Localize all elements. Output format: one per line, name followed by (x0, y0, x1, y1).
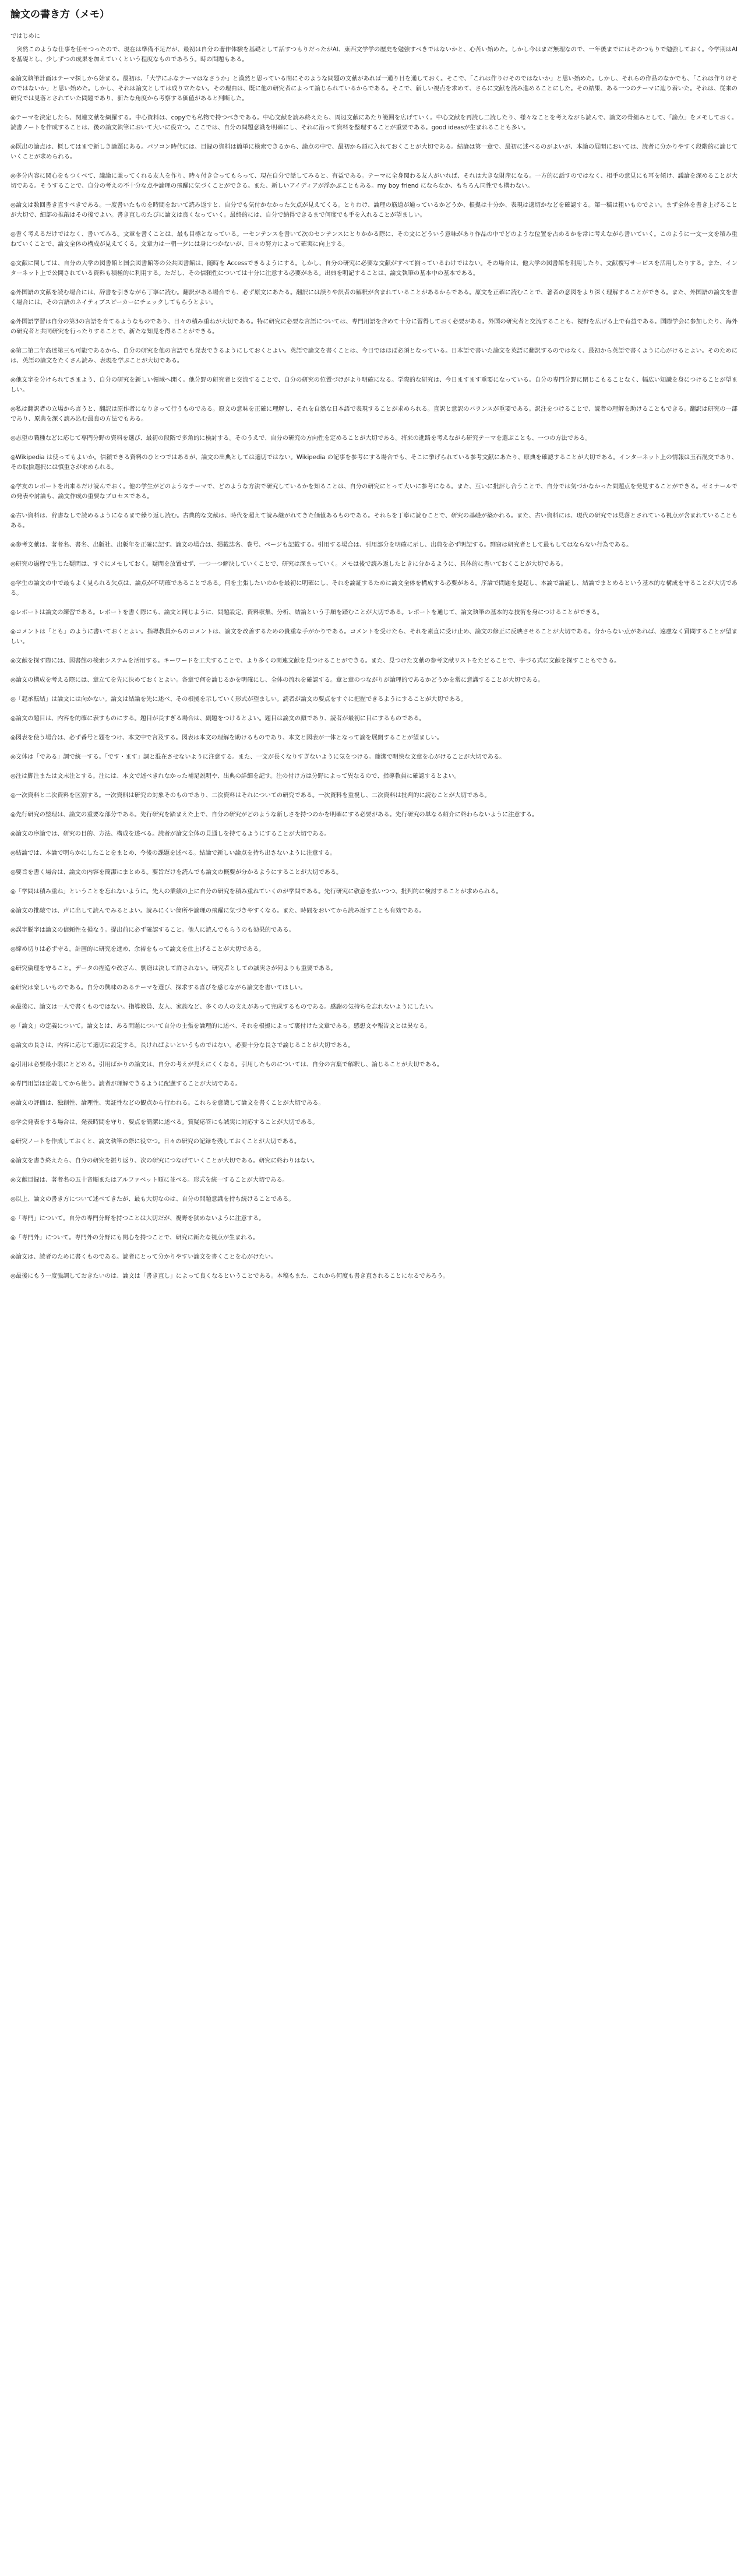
paragraph: ◎Wikipedia は使ってもよいか。信頼できる資料のひとつではあるが、論文の出典としては適切ではない。Wikipedia の記事を参考にする場合でも、そこに挙げられている参考文献にあたり、原典を確認することが大切である。インターネット上の情報は玉石混交であり、その取捨選択には慎重さが求められる。 (10, 454, 738, 471)
paragraph: ◎結論では、本論で明らかにしたことをまとめ、今後の課題を述べる。結論で新しい論点を持ち出さないように注意する。 (10, 850, 336, 857)
paragraph: ◎研究は楽しいものである。自分の興味のあるテーマを選び、探求する喜びを感じながら論文を書いてほしい。 (10, 985, 306, 991)
paragraph: ◎学友のレポートを出来るだけ読んでおく。他の学生がどのようなテーマで、どのような方法で研究しているかを知ることは、自分の研究にとって大いに参考になる。また、互いに批評し合うことで、自分では気づかなかった問題点を発見することができる。ゼミナールでの発表や討論も、論文作成の重要なプロセスである。 (10, 484, 738, 500)
paragraph: ◎古い資料は、辞書なしで読めるようになるまで繰り返し読む。古典的な文献は、時代を超えて読み継がれてきた価値あるものである。それらを丁寧に読むことで、研究の基礎が築かれる。また、古い資料には、現代の研究では見落とされている視点が含まれていることもある。 (10, 513, 738, 529)
paragraph: ◎研究倫理を守ること。データの捏造や改ざん、剽窃は決して許されない。研究者としての誠実さが何よりも重要である。 (10, 965, 337, 972)
paragraph: ◎締め切りは必ず守る。計画的に研究を進め、余裕をもって論文を仕上げることが大切である。 (10, 946, 265, 953)
paragraph: ◎研究の過程で生じた疑問は、すぐにメモしておく。疑問を放置せず、一つ一つ解決していくことで、研究は深まっていく。メモは後で読み返したときに分かるように、具体的に書いておくことが大切である。 (10, 561, 567, 568)
paragraph: ◎要旨を書く場合は、論文の内容を簡潔にまとめる。要旨だけを読んでも論文の概要が分かるようにすることが大切である。 (10, 869, 343, 876)
paragraph: ◎最後に、論文は一人で書くものではない。指導教員、友人、家族など、多くの人の支えがあって完成するものである。感謝の気持ちを忘れないようにしたい。 (10, 1004, 437, 1010)
paragraph: ◎「専門」について。自分の専門分野を持つことは大切だが、視野を狭めないように注意する。 (10, 1215, 265, 1222)
paragraph: ◎誤字脱字は論文の信頼性を損なう。提出前に必ず確認すること。他人に読んでもらうのも効果的である。 (10, 927, 295, 933)
paragraph: ◎志望の職種などに応じて専門分野の資料を選び、最初の段階で多角的に検討する。そのうえで、自分の研究の方向性を定めることが大切である。将来の進路を考えながら研究テーマを選ぶことも、一つの方法である。 (10, 435, 591, 442)
paragraph: ◎先行研究の整理は、論文の重要な部分である。先行研究を踏まえた上で、自分の研究がどのような新しさを持つのかを明確にする必要がある。先行研究の単なる紹介に終わらないように注意する。 (10, 812, 538, 818)
paragraph-list (10, 31, 738, 1281)
paragraph: ◎「起承転結」は論文には向かない。論文は結論を先に述べ、その根拠を示していく形式が望ましい。読者が論文の要点をすぐに把握できるようにすることが大切である。 (10, 696, 467, 703)
paragraph: ◎学会発表をする場合は、発表時間を守り、要点を簡潔に述べる。質疑応答にも誠実に対応することが大切である。 (10, 1119, 319, 1126)
paragraph: ◎レポートは論文の練習である。レポートを書く際にも、論文と同じように、問題設定、資料収集、分析、結論という手順を踏むことが大切である。レポートを通じて、論文執筆の基本的な技術を身につけることができる。 (10, 609, 604, 616)
paragraph: ◎外国語学習は自分の第3の言語を育てるようなものであり、日々の積み重ねが大切である。特に研究に必要な言語については、専門用語を含めて十分に習得しておく必要がある。外国の研究者と交流することも、視野を広げる上で有益である。国際学会に参加したり、海外の研究者と共同研究を行ったりすることで、新たな知見を得ることができる。 (10, 319, 738, 335)
paragraph: ◎「学問は積み重ね」ということを忘れないように。先人の業績の上に自分の研究を積み重ねていくのが学問である。先行研究に敬意を払いつつ、批判的に検討することが求められる。 (10, 889, 502, 895)
paragraph: ◎最後にもう一度強調しておきたいのは、論文は「書き直し」によって良くなるということである。本稿もまた、これから何度も書き直されることになるであろう。 (10, 1273, 449, 1280)
paragraph: ◎私は翻訳者の立場から言うと、翻訳は原作者になりきって行うものである。原文の意味を正確に理解し、それを自然な日本語で表現することが求められる。直訳と意訳のバランスが重要である。訳注をつけることで、読者の理解を助けることもできる。翻訳は研究の一部であり、原典を深く読み込む最良の方法でもある。 (10, 406, 738, 422)
paragraph: ◎既出の論点は、概してはまで新しき論題にある。パソコン時代には、目録の資料は簡単に検索できるから、論点の中で、最初から頭に入れておくことが大切である。結論は第一章で、最初に述べるのがよいが、本論の展開においては、読者に分かりやすく段階的に論じていくことが求められる。 (10, 144, 738, 160)
paragraph: ◎「論文」の定義について。論文とは、ある問題について自分の主張を論理的に述べ、それを根拠によって裏付けた文章である。感想文や報告文とは異なる。 (10, 1023, 431, 1030)
paragraph: ◎外国語の文献を読む場合には、辞書を引きながら丁寧に読む。翻訳がある場合でも、必ず原文にあたる。翻訳には誤りや訳者の解釈が含まれていることがあるからである。原文を正確に読むことで、著者の意図をより深く理解することができる。また、外国語の論文を書く場合には、その言語のネイティブスピーカーにチェックしてもらうとよい。 (10, 290, 738, 306)
paragraph: ◎論文の長さは、内容に応じて適切に設定する。長ければよいというものではない。必要十分な長さで論じることが大切である。 (10, 1042, 354, 1049)
paragraph: ◎以上、論文の書き方について述べてきたが、最も大切なのは、自分の問題意識を持ち続けることである。 (10, 1196, 295, 1203)
paragraph: ◎引用は必要最小限にとどめる。引用ばかりの論文は、自分の考えが見えにくくなる。引用したものについては、自分の言葉で解釈し、論じることが大切である。 (10, 1062, 443, 1068)
paragraph: ◎「専門外」について。専門外の分野にも関心を持つことで、研究に新たな視点が生まれる。 (10, 1235, 259, 1241)
paragraph: ◎文献目録は、著者名の五十音順またはアルファベット順に並べる。形式を統一することが大切である。 (10, 1177, 288, 1183)
paragraph: ◎多分内容に関心をもつくべて、議論に兼ってくれる友人を作り、時々付き合ってもらって、現在自分で話してみると、有益である。テーマに全身関わる友人がいれば、それは大きな財産になる。一方的に話すのではなく、相手の意見にも耳を傾け、議論を深めることが大切である。そうすることで、自分の考えの不十分な点や論理の飛躍に気づくことができる。また、新しいアイディアが浮かぶこともある。my boy friend にならなか、もちろん同性でも構わない。 (10, 173, 738, 189)
paragraph: ◎学生の論文の中で最もよく見られる欠点は、論点が不明確であることである。何を主張したいのかを最初に明確にし、それを論証するために論文全体を構成する必要がある。序論で問題を提起し、本論で論証し、結論でまとめるという基本的な構成を守ることが大切である。 (10, 580, 738, 597)
paragraph: ◎論文は、読者のために書くものである。読者にとって分かりやすい論文を書くことを心がけたい。 (10, 1254, 277, 1260)
paragraph: ◎論文の推敲では、声に出して読んでみるとよい。読みにくい箇所や論理の飛躍に気づきやすくなる。また、時間をおいてから読み返すことも有効である。 (10, 908, 425, 914)
paragraph: ◎注は脚注または文末注とする。注には、本文で述べきれなかった補足説明や、出典の詳細を記す。注の付け方は分野によって異なるので、指導教員に確認するとよい。 (10, 773, 460, 780)
paragraph: ◎コメントは「とも」のように書いておくとよい。指導教員からのコメントは、論文を改善するための貴重な手がかりである。コメントを受けたら、それを素直に受け止め、論文の修正に反映させることが大切である。分からない点があれば、遠慮なく質問することが望ましい。 (10, 629, 738, 645)
paragraph: ◎文献を探す際には、図書館の検索システムを活用する。キーワードを工夫することで、より多くの関連文献を見つけることができる。また、見つけた文献の参考文献リストをたどることで、芋づる式に文献を探すこともできる。 (10, 658, 620, 664)
paragraph: ◎論文は数回書き直すべきである。一度書いたものを時間をおいて読み返すと、自分でも気付かなかった欠点が見えてくる。とりわけ、論理の筋道が通っているかどうか、根拠は十分か、表現は適切かなどを確認する。第一稿は粗いものでよい。まず全体を書き上げることが大切で、細部の推敲はその後でよい。書き直しのたびに論文は良くなっていく。最終的には、自分で納得できるまで何度でも手を入れることが望ましい。 (10, 202, 738, 219)
paragraph: ◎文体は「である」調で統一する。「です・ます」調と混在させないように注意する。また、一文が長くなりすぎないように気をつける。簡潔で明快な文章を心がけることが大切である。 (10, 754, 506, 760)
paragraph: ◎書く考えるだけではなく、書いてみる。文章を書くことは、最も目標となっている。一センテンスを書いて次のセンテンスにとりかかる際に、その文にどういう意味があり作品の中でどのような位置を占めるかを常に考えながら書いていく。このように一文一文を積み重ねていくことで、論文全体の構成が見えてくる。文章力は一朝一夕には身につかないが、日々の努力によって確実に向上する。 (10, 231, 738, 248)
paragraph: ◎一次資料と二次資料を区別する。一次資料は研究の対象そのものであり、二次資料はそれについての研究である。一次資料を重視し、二次資料は批判的に読むことが大切である。 (10, 792, 491, 799)
paragraph: ◎論文の序論では、研究の目的、方法、構成を述べる。読者が論文全体の見通しを持てるようにすることが大切である。 (10, 831, 330, 837)
paragraph: ◎テーマを決定したら、関連文献を網羅する。中心資料は、copyでも私物で持つべきである。中心文献を読み終えたら、周辺文献にあたり範囲を広げていく。中心文献を再読し二読したり、様々なことを考えながら読んで、論文の骨組みとして、「論点」をメモしておく。読書ノートを作成することは、後の論文執筆において大いに役立つ。ここでは、自分の問題意識を明確にし、それに沿って資料を整理することが重要である。good ideasが生まれることも多い。 (10, 115, 738, 131)
paragraph: ◎論文の評価は、独創性、論理性、実証性などの観点から行われる。これらを意識して論文を書くことが大切である。 (10, 1100, 324, 1106)
paragraph: ◎第二第二年高達第三も可能であるから、自分の研究を他の言語でも発表できるようにしておくとよい。英語で論文を書くことは、今日ではほぼ必須となっている。日本語で書いた論文を英語に翻訳するのではなく、最初から英語で書くように心がけるとよい。そのためには、英語の論文をたくさん読み、表現を学ぶことが大切である。 (10, 348, 738, 364)
paragraph: ◎図表を使う場合は、必ず番号と題をつけ、本文中で言及する。図表は本文の理解を助けるものであり、本文と図表が一体となって論を展開することが望ましい。 (10, 735, 443, 741)
paragraph: ◎論文の構成を考える際には、章立てを先に決めておくとよい。各章で何を論じるかを明確にし、全体の流れを確認する。章と章のつながりが論理的であるかどうかを常に意識することが大切である。 (10, 677, 544, 683)
paragraph: ではじめに (10, 33, 40, 40)
paragraph: ◎参考文献は、著者名、書名、出版社、出版年を正確に記す。論文の場合は、掲載誌名、巻号、ページも記載する。引用する場合は、引用部分を明確に示し、出典を必ず明記する。剽窃は研究者として最もしてはならない行為である。 (10, 542, 633, 548)
paragraph: ◎専門用語は定義してから使う。読者が理解できるように配慮することが大切である。 (10, 1081, 242, 1087)
paragraph: 突然このような仕事を任せつったので、現在は準備不足だが、最初は自分の著作体験を基礎として話すつもりだったがAI、東西文学学の歴史を勉強すべきではないかと、心苦い始めた。しかし今はまだ無理なので、一年後までにはそのつもりで勉強しておく。今学期はAIを基礎とし、少しずつの成果を加えていくという程度なものであろう。時の問題もある。 (10, 47, 738, 63)
paragraph: ◎他文字を分けられてさまよう、自分の研究を新しい領域へ開く。他分野の研究者と交流することで、自分の研究の位置づけがより明確になる。学際的な研究は、今日ますます重要になっている。自分の専門分野に閉じこもることなく、幅広い知識を身につけることが望ましい。 (10, 377, 738, 393)
paragraph: ◎論文を書き終えたら、自分の研究を振り返り、次の研究につなげていくことが大切である。研究に終わりはない。 (10, 1158, 319, 1164)
paragraph: ◎論文の題目は、内容を的確に表すものにする。題目が長すぎる場合は、副題をつけるとよい。題目は論文の顔であり、読者が最初に目にするものである。 (10, 716, 425, 722)
paragraph: ◎研究ノートを作成しておくと、論文執筆の際に役立つ。日々の研究の記録を残しておくことが大切である。 (10, 1139, 301, 1145)
paragraph: ◎文献に関しては、自分の大学の図書館と国会図書館等の公共図書館は、随時を Accessできるようにする。しかし、自分の研究に必要な文献がすべて揃っているわけではない。その場合は、他大学の図書館を利用したり、文献複写サービスを活用したりする。また、インターネット上で公開されている資料も積極的に利用する。ただし、その信頼性については十分に注意する必要がある。出典を明記することは、論文執筆の基本中の基本である。 (10, 260, 738, 277)
paragraph: ◎論文執筆計画はテーマ探しから始まる。最初は、「大学にふなテーマはなさうか」と漠然と思っている間にそのような問題の文献があれば一通り目を通しておく。そこで、「これは作りけそのではないか」と思い始めた。しかし、それらの作品のなかでも、「これは作りけそのではないか」と思い始めた。しかし、それは論文としては成り立たない。その理由は、既に他の研究者によって論じられているからである。そこで、新しい視点を求めて、さらに文献を読み進めることにした。その結果、ある一つのテーマに辿り着いた。それは、従来の研究では見落とされていた問題であり、新たな角度から考察する価値があると判断した。 (10, 76, 738, 102)
page-title: 論文の書き方（メモ） (10, 9, 110, 20)
